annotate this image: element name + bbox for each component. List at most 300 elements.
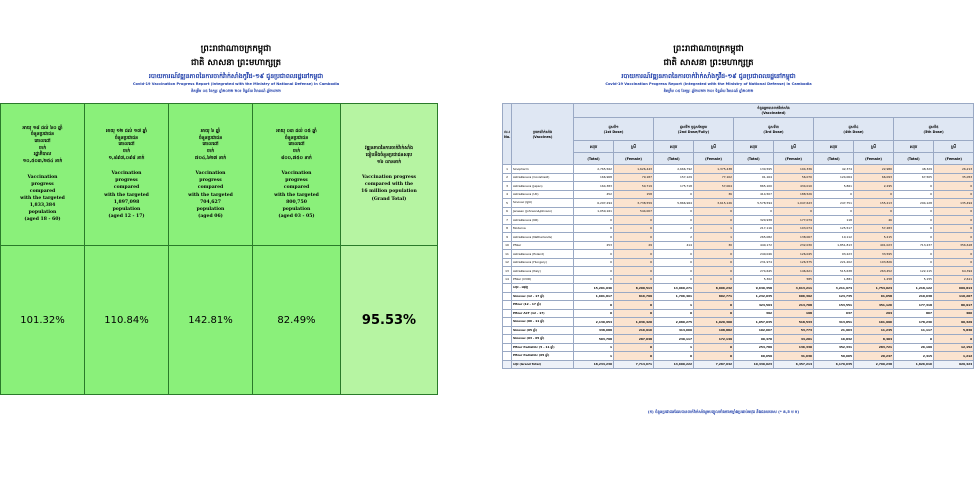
row-number: 6 (503, 207, 512, 216)
table-cell: 356,618 (934, 241, 974, 250)
vaccine-name: Sinovac (05 ឆ្នាំ) (512, 326, 574, 335)
table-cell: 77,102 (694, 173, 734, 182)
table-cell: 6,457,214 (774, 360, 814, 369)
table-row (503, 165, 974, 174)
vaccine-name: Pfizer Pediatric (05 ឆ្នាំ) (512, 352, 574, 361)
table-cell: 2,130,954 (574, 318, 614, 327)
table-cell: 0 (894, 258, 934, 267)
table-cell: 57,064 (694, 182, 734, 191)
table-cell: 10,112 (814, 233, 854, 242)
table-cell: 414,507 (734, 190, 774, 199)
table-row (503, 267, 974, 276)
table-cell: 0 (654, 352, 694, 361)
table-cell: 452,331 (814, 343, 854, 352)
motto: ជាតិ សាសនា ព្រះមហាក្សត្រ (190, 58, 282, 68)
table-cell: 2,765,562 (574, 165, 614, 174)
table-cell: 0 (614, 343, 654, 352)
vaccine-name: Janssen (Johnson&Johnson) (512, 207, 574, 216)
table-cell: 1,036,420 (614, 318, 654, 327)
row-number: 14 (503, 275, 512, 284)
vaccine-name: Sinovac (12 - 17 ឆ្នាំ) (512, 292, 574, 301)
table-cell: 0 (614, 267, 654, 276)
table-cell: 6,179,635 (814, 360, 854, 369)
table-cell: 515,638 (814, 267, 854, 276)
table-cell: 1,258 (854, 275, 894, 284)
dose-label-en: (5th Dose) (923, 129, 944, 134)
table-row (503, 224, 974, 233)
table-cell: 31,636 (774, 352, 814, 361)
vaccine-name: AstraZeneca (Covishield) (512, 173, 574, 182)
table-cell: 124,064 (814, 173, 854, 182)
table-cell: 1,626,443 (614, 165, 654, 174)
table-cell: 440,172 (734, 241, 774, 250)
table-cell: 18,234,230 (574, 360, 614, 369)
table-cell: 26,199 (894, 343, 934, 352)
target-label-km: អាយុ ១២ ដល់ ១៧ ឆ្នាំ ចំនួនប្រជាជន គោលដៅ ចាក់ ១,៨៩៧,០៩៨ នាក់ (105, 128, 147, 161)
row-number (503, 292, 512, 301)
progress-percent: 110.84% (104, 314, 149, 326)
female-header-en: (Female) (854, 153, 894, 165)
table-cell: 5,830 (934, 326, 974, 335)
vaccinated-km: ចំនួនអ្នកបានចាក់វ៉ាក់សាំង (757, 106, 790, 110)
total-header-en: (Total) (734, 153, 774, 165)
table-cell: 0 (574, 258, 614, 267)
vaccine-name: សរុប (Grand Total) (512, 360, 574, 369)
progress-summary-grid (0, 103, 438, 395)
vaccinated-en: (Vaccinated) (761, 111, 786, 115)
vaccine-name: Pfizer Pediatric (5 - 11 ឆ្នាំ) (512, 343, 574, 352)
table-cell: 46 (854, 216, 894, 225)
row-number: 8 (503, 224, 512, 233)
table-cell: 1 (574, 343, 614, 352)
row-number: 5 (503, 199, 512, 208)
table-cell: 1 (694, 233, 734, 242)
summary-row (503, 352, 974, 361)
table-cell: 0 (614, 309, 654, 318)
table-row (503, 199, 974, 208)
progress-column-12-17 (85, 104, 169, 394)
table-cell: 0 (654, 250, 694, 259)
table-cell: 103,074 (774, 224, 814, 233)
row-number: 12 (503, 258, 512, 267)
table-cell: 1,020,300 (694, 318, 734, 327)
progress-percent: 142.81% (188, 314, 233, 326)
vaccine-name: AstraZeneca (Hungary) (512, 258, 574, 267)
table-cell: 452 (574, 190, 614, 199)
total-header-en: (Total) (894, 153, 934, 165)
row-number: 2 (503, 173, 512, 182)
row-number (503, 284, 512, 293)
table-cell: 122,115 (894, 267, 934, 276)
table-cell: 0 (694, 275, 734, 284)
table-cell: 816,799 (614, 292, 654, 301)
female-header: ស្រី (774, 141, 814, 153)
table-cell: 0 (654, 267, 694, 276)
total-header: សរុប (894, 141, 934, 153)
table-cell: 166,968 (574, 173, 614, 182)
table-cell: 60,659 (734, 352, 774, 361)
table-cell: 0 (614, 301, 654, 310)
table-row (503, 233, 974, 242)
table-cell: 1 (574, 352, 614, 361)
table-cell: 0 (934, 233, 974, 242)
female-header-en: (Female) (694, 153, 734, 165)
table-cell: 56,070 (774, 173, 814, 182)
table-cell: 0 (614, 233, 654, 242)
table-row (503, 241, 974, 250)
vaccine-name: Sinovac (03 - 05 ឆ្នាំ) (512, 335, 574, 344)
table-cell: 8,404 (854, 335, 894, 344)
target-label-en: Vaccination progress compared with the targeted 1,897,098 population (aged 12 - 17) (104, 171, 149, 219)
report-date: គិតត្រឹម ០៥ ខែកុម្ភៈ ឆ្នាំ២០២២ ២០៖ ទិន្នន័យ វិមានណ៍ ឆ្នាំ២០២២ (191, 89, 281, 93)
table-cell: 66,093 (854, 173, 894, 182)
table-cell: 11,117 (894, 326, 934, 335)
table-cell: 16,832 (814, 335, 854, 344)
table-cell: 48,329 (894, 165, 934, 174)
table-cell: 0 (774, 207, 814, 216)
summary-panel (0, 0, 472, 480)
table-cell: 125,517 (814, 224, 854, 233)
table-cell: 138,067 (774, 233, 814, 242)
table-cell: 164,383 (574, 182, 614, 191)
dose-label-km: ដូសទី១ (608, 124, 619, 129)
table-cell: 414 (654, 241, 694, 250)
table-cell: 0 (574, 267, 614, 276)
table-cell: 188,526 (774, 190, 814, 199)
row-number (503, 360, 512, 369)
table-cell: 2,415 (894, 352, 934, 361)
vaccine-name: Pfizer (512, 241, 574, 250)
table-cell: 0 (694, 216, 734, 225)
sex-header-row (503, 141, 974, 153)
table-cell: 294,128 (894, 199, 934, 208)
table-cell: 0 (894, 182, 934, 191)
table-cell: 0 (574, 309, 614, 318)
table-cell: 126,045 (774, 250, 814, 259)
table-cell: 9,640,358 (734, 284, 774, 293)
table-cell: 110,207 (934, 292, 974, 301)
table-cell: 294 (854, 309, 894, 318)
table-cell: 1,796,401 (654, 292, 694, 301)
table-cell: 3,211,974 (814, 284, 854, 293)
table-cell: 0 (574, 301, 614, 310)
table-cell: 3,738,559 (614, 199, 654, 208)
table-cell: 0 (934, 216, 974, 225)
table-cell: 230,117 (654, 335, 694, 344)
table-cell: 0 (694, 309, 734, 318)
vaccination-table-panel (472, 0, 973, 480)
table-cell: 503,798 (574, 335, 614, 344)
table-cell: 157,129 (654, 173, 694, 182)
dose-label-km: ដូសទី២ ឬដូសតែមួយ (679, 124, 708, 129)
table-cell: 0 (694, 250, 734, 259)
table-cell: 1,218,122 (894, 284, 934, 293)
table-cell: 35,053 (934, 173, 974, 182)
table-cell: 0 (934, 335, 974, 344)
row-number: 4 (503, 190, 512, 199)
table-cell: 263,452 (854, 267, 894, 276)
vaccination-table-body (503, 104, 974, 369)
table-cell: 518,533 (774, 318, 814, 327)
total-header-en: (Total) (654, 153, 694, 165)
table-cell: 0 (694, 207, 734, 216)
table-cell: 210,638 (894, 292, 934, 301)
table-cell: 414,660 (654, 326, 694, 335)
female-header-en: (Female) (614, 153, 654, 165)
table-cell: 5,578,594 (734, 199, 774, 208)
table-cell: 0 (614, 224, 654, 233)
vaccine-name: AstraZeneca (Poland) (512, 250, 574, 259)
vaccine-name: សរុប - អនុវត្ត (512, 284, 574, 293)
total-header: សរុប (574, 141, 614, 153)
vaccine-name: Moderna (512, 224, 574, 233)
col-no-header (503, 104, 512, 165)
table-cell: 865,100 (734, 182, 774, 191)
row-number: 11 (503, 250, 512, 259)
table-cell: 64,394 (934, 267, 974, 276)
table-cell: 0 (894, 335, 934, 344)
dose-label-en: (3rd Dose) (763, 129, 784, 134)
table-cell: 198,882 (694, 326, 734, 335)
dose-header (734, 118, 814, 141)
footnote: (ក) ចំនួនប្រជាជនដែលបានចាក់វ៉ាក់សាំងរួមបញ្ចូលទាំងកងកម្លាំងប្រដាប់អាវុធ និងជនបរទេស (* 8,5 ម ម) (647, 409, 800, 414)
table-cell: 2,080,275 (654, 318, 694, 327)
target-label-en: Vaccination progress compared with the targeted 800,750 population (aged 03 - 05) (274, 171, 319, 219)
col-vaccine-en: (Vaccines) (532, 134, 553, 139)
table-cell: 79,187 (614, 173, 654, 182)
table-cell: 15,201,046 (574, 284, 614, 293)
table-cell: 1,057,035 (734, 318, 774, 327)
table-cell: 146,621 (774, 267, 814, 276)
table-cell: 867 (894, 309, 934, 318)
table-cell: 1 (654, 301, 694, 310)
table-row (503, 182, 974, 191)
table-cell: 59,665 (814, 352, 854, 361)
progress-column-grand-total (341, 104, 437, 394)
table-cell: 29 (614, 241, 654, 250)
table-cell: 30 (694, 241, 734, 250)
table-cell: 0 (894, 207, 934, 216)
table-cell: 2,295 (854, 182, 894, 191)
table-cell: 172,149 (694, 335, 734, 344)
female-header: ស្រី (614, 141, 654, 153)
table-cell: 240,046 (734, 250, 774, 259)
table-cell: 320,938 (734, 216, 774, 225)
table-cell: 2,611 (934, 275, 974, 284)
table-cell: 7,287,042 (694, 360, 734, 369)
row-number: 3 (503, 182, 512, 191)
summary-row (503, 335, 974, 344)
table-cell: 6,297,294 (574, 199, 614, 208)
summary-row (503, 318, 974, 327)
table-cell: 42,374 (814, 165, 854, 174)
summary-row (503, 343, 974, 352)
table-cell: 1,754,024 (854, 284, 894, 293)
table-cell: 158 (614, 190, 654, 199)
summary-row (503, 326, 974, 335)
female-header: ស្រី (854, 141, 894, 153)
row-number: 13 (503, 267, 512, 276)
table-cell: 802,771 (694, 292, 734, 301)
vaccine-name: Pfizer (12 - 17 ឆ្នាំ) (512, 301, 574, 310)
table-cell: 0 (614, 352, 654, 361)
table-cell: 217,116 (734, 224, 774, 233)
table-cell: 0 (734, 207, 774, 216)
table-cell: 14,960,271 (654, 284, 694, 293)
table-cell: 1,212 (934, 352, 974, 361)
table-cell: 609,814 (934, 284, 974, 293)
dose-label-en: (4th Dose) (843, 129, 864, 134)
total-header-en: (Total) (814, 153, 854, 165)
table-row (503, 190, 974, 199)
table-cell: 104,336 (774, 165, 814, 174)
table-cell: 50,719 (614, 182, 654, 191)
table-cell: 124,735 (814, 292, 854, 301)
table-cell: 221,202 (814, 258, 854, 267)
table-cell: 67,505 (894, 173, 934, 182)
table-cell: 8,200,513 (614, 284, 654, 293)
target-label-en: Vaccination progress compared with the 16 million population (Grand Total) (361, 175, 417, 202)
table-cell: 0 (934, 190, 974, 199)
row-number (503, 318, 512, 327)
col-no-en: No. (504, 134, 511, 139)
table-cell: 253 (574, 241, 614, 250)
table-cell: 0 (894, 250, 934, 259)
table-cell: 4,613,211 (774, 284, 814, 293)
target-label-km: អាយុ ១៨ ដល់ ៦០ ឆ្នាំ ចំនួនប្រជាជន គោលដៅ ចាក់ រដ្ឋាភិបាល ១០,៥០៣,២៥៤ នាក់ (22, 125, 63, 164)
dose-label-en: (1st Dose) (603, 129, 624, 134)
table-cell: 406 (934, 309, 974, 318)
total-header: សរុប (654, 141, 694, 153)
report-title-en: Covid-19 Vaccination Progress Report (Integrated with the Ministry of National Defense) in Cambodia (132, 82, 340, 86)
vaccine-name: Sinovac (មួយ) (512, 199, 574, 208)
vaccination-table (502, 103, 974, 369)
table-cell: 216,916 (614, 326, 654, 335)
female-header-en: (Female) (934, 153, 974, 165)
table-cell: 0 (654, 258, 694, 267)
table-cell: 0 (934, 258, 974, 267)
total-header-en: (Total) (574, 153, 614, 165)
table-cell: 198 (774, 309, 814, 318)
row-number (503, 343, 512, 352)
table-cell: 1,826,616 (894, 360, 934, 369)
table-cell: 0 (894, 233, 934, 242)
total-header: សរុប (734, 141, 774, 153)
table-cell: 0 (694, 258, 734, 267)
summary-row (503, 284, 974, 293)
table-cell: 118 (814, 216, 854, 225)
vaccine-name: AstraZeneca (Italy) (512, 267, 574, 276)
table-cell: 2,666,792 (654, 165, 694, 174)
report-title-km: របាយការណ៍វឌ្ឍនភាពនៃការចាក់វ៉ាក់សាំងកូវីដ-១៩ ជូនប្រជាពលរដ្ឋនៅកម្ពុជា (621, 73, 796, 80)
table-cell: 434,010 (774, 182, 814, 191)
vaccine-name: AstraZeneca (Netherlands) (512, 233, 574, 242)
table-cell: 44,201 (774, 335, 814, 344)
row-number: 7 (503, 216, 512, 225)
table-cell: 33,595 (854, 250, 894, 259)
table-cell: 929,424 (934, 360, 974, 369)
table-cell: 57,283 (854, 224, 894, 233)
table-cell: 438,688 (574, 326, 614, 335)
table-row (503, 173, 974, 182)
progress-column-06 (169, 104, 253, 394)
grand-total-row (503, 360, 974, 369)
kingdom-title: ព្រះរាជាណាចក្រកម្ពុជា (200, 44, 272, 54)
table-cell: 0 (614, 216, 654, 225)
table-cell: 20,247 (854, 352, 894, 361)
row-number: 1 (503, 165, 512, 174)
vaccine-name: Sinovac (06 - 11 ឆ្នាំ) (512, 318, 574, 327)
vaccine-name: Pfizer (CVID) (512, 275, 574, 284)
row-number (503, 309, 512, 318)
table-cell: 0 (574, 275, 614, 284)
table-cell: 0 (894, 216, 934, 225)
table-cell: 0 (934, 250, 974, 259)
table-cell: 177,318 (894, 301, 934, 310)
col-vaccine-km: ប្រភេទវ៉ាក់សាំង (532, 129, 553, 134)
col-vaccine-header (512, 104, 574, 165)
table-cell: 5,861 (814, 182, 854, 191)
table-cell: 606,392 (774, 292, 814, 301)
table-cell: 1,851,813 (814, 241, 854, 250)
table-cell: 0 (934, 182, 974, 191)
table-cell: 247,751 (814, 199, 854, 208)
summary-row (503, 301, 974, 310)
dose-header (574, 118, 654, 141)
table-cell: 61,658 (854, 292, 894, 301)
table-cell: 424,594 (734, 301, 774, 310)
table-cell: 313,851 (814, 318, 854, 327)
table-cell: 103,826 (854, 258, 894, 267)
table-row (503, 207, 974, 216)
row-number: 10 (503, 241, 512, 250)
table-cell: 1,881 (814, 275, 854, 284)
summary-row (503, 309, 974, 318)
vaccine-name: Pfizer ACT (12 - 17) (512, 309, 574, 318)
table-cell: 93,223 (814, 250, 854, 259)
table-cell: 2 (654, 224, 694, 233)
table-cell: 231,974 (734, 258, 774, 267)
progress-percent: 101.32% (20, 314, 65, 326)
motto: ជាតិ សាសនា ព្រះមហាក្សត្រ (663, 58, 754, 68)
table-cell: 155,213 (854, 199, 894, 208)
table-cell: 14,600,222 (654, 360, 694, 369)
vaccine-name: AstraZeneca (UK) (512, 190, 574, 199)
progress-column-18-60 (1, 104, 85, 394)
table-cell: 0 (654, 207, 694, 216)
table-cell: 0 (854, 207, 894, 216)
table-cell: 0 (574, 224, 614, 233)
table-cell: 22,980 (854, 165, 894, 174)
table-row (503, 275, 974, 284)
row-number (503, 301, 512, 310)
table-cell: 1,047,623 (774, 199, 814, 208)
summary-row (503, 292, 974, 301)
progress-column-03-05 (253, 104, 341, 394)
table-cell: 1,601,817 (574, 292, 614, 301)
target-label-en: Vaccination progress compared with the targeted 704,627 population (aged 06) (188, 171, 233, 219)
table-cell: 0 (694, 301, 734, 310)
table-cell: 153,551 (814, 301, 854, 310)
table-cell: 90,470 (734, 335, 774, 344)
table-cell: 451,126 (854, 301, 894, 310)
table-cell: 135,494 (934, 199, 974, 208)
table-cell: 401,023 (854, 241, 894, 250)
table-cell: 214,708 (774, 301, 814, 310)
table-cell: 2,799,238 (854, 360, 894, 369)
table-cell: 0 (814, 190, 854, 199)
table-cell: 0 (694, 352, 734, 361)
